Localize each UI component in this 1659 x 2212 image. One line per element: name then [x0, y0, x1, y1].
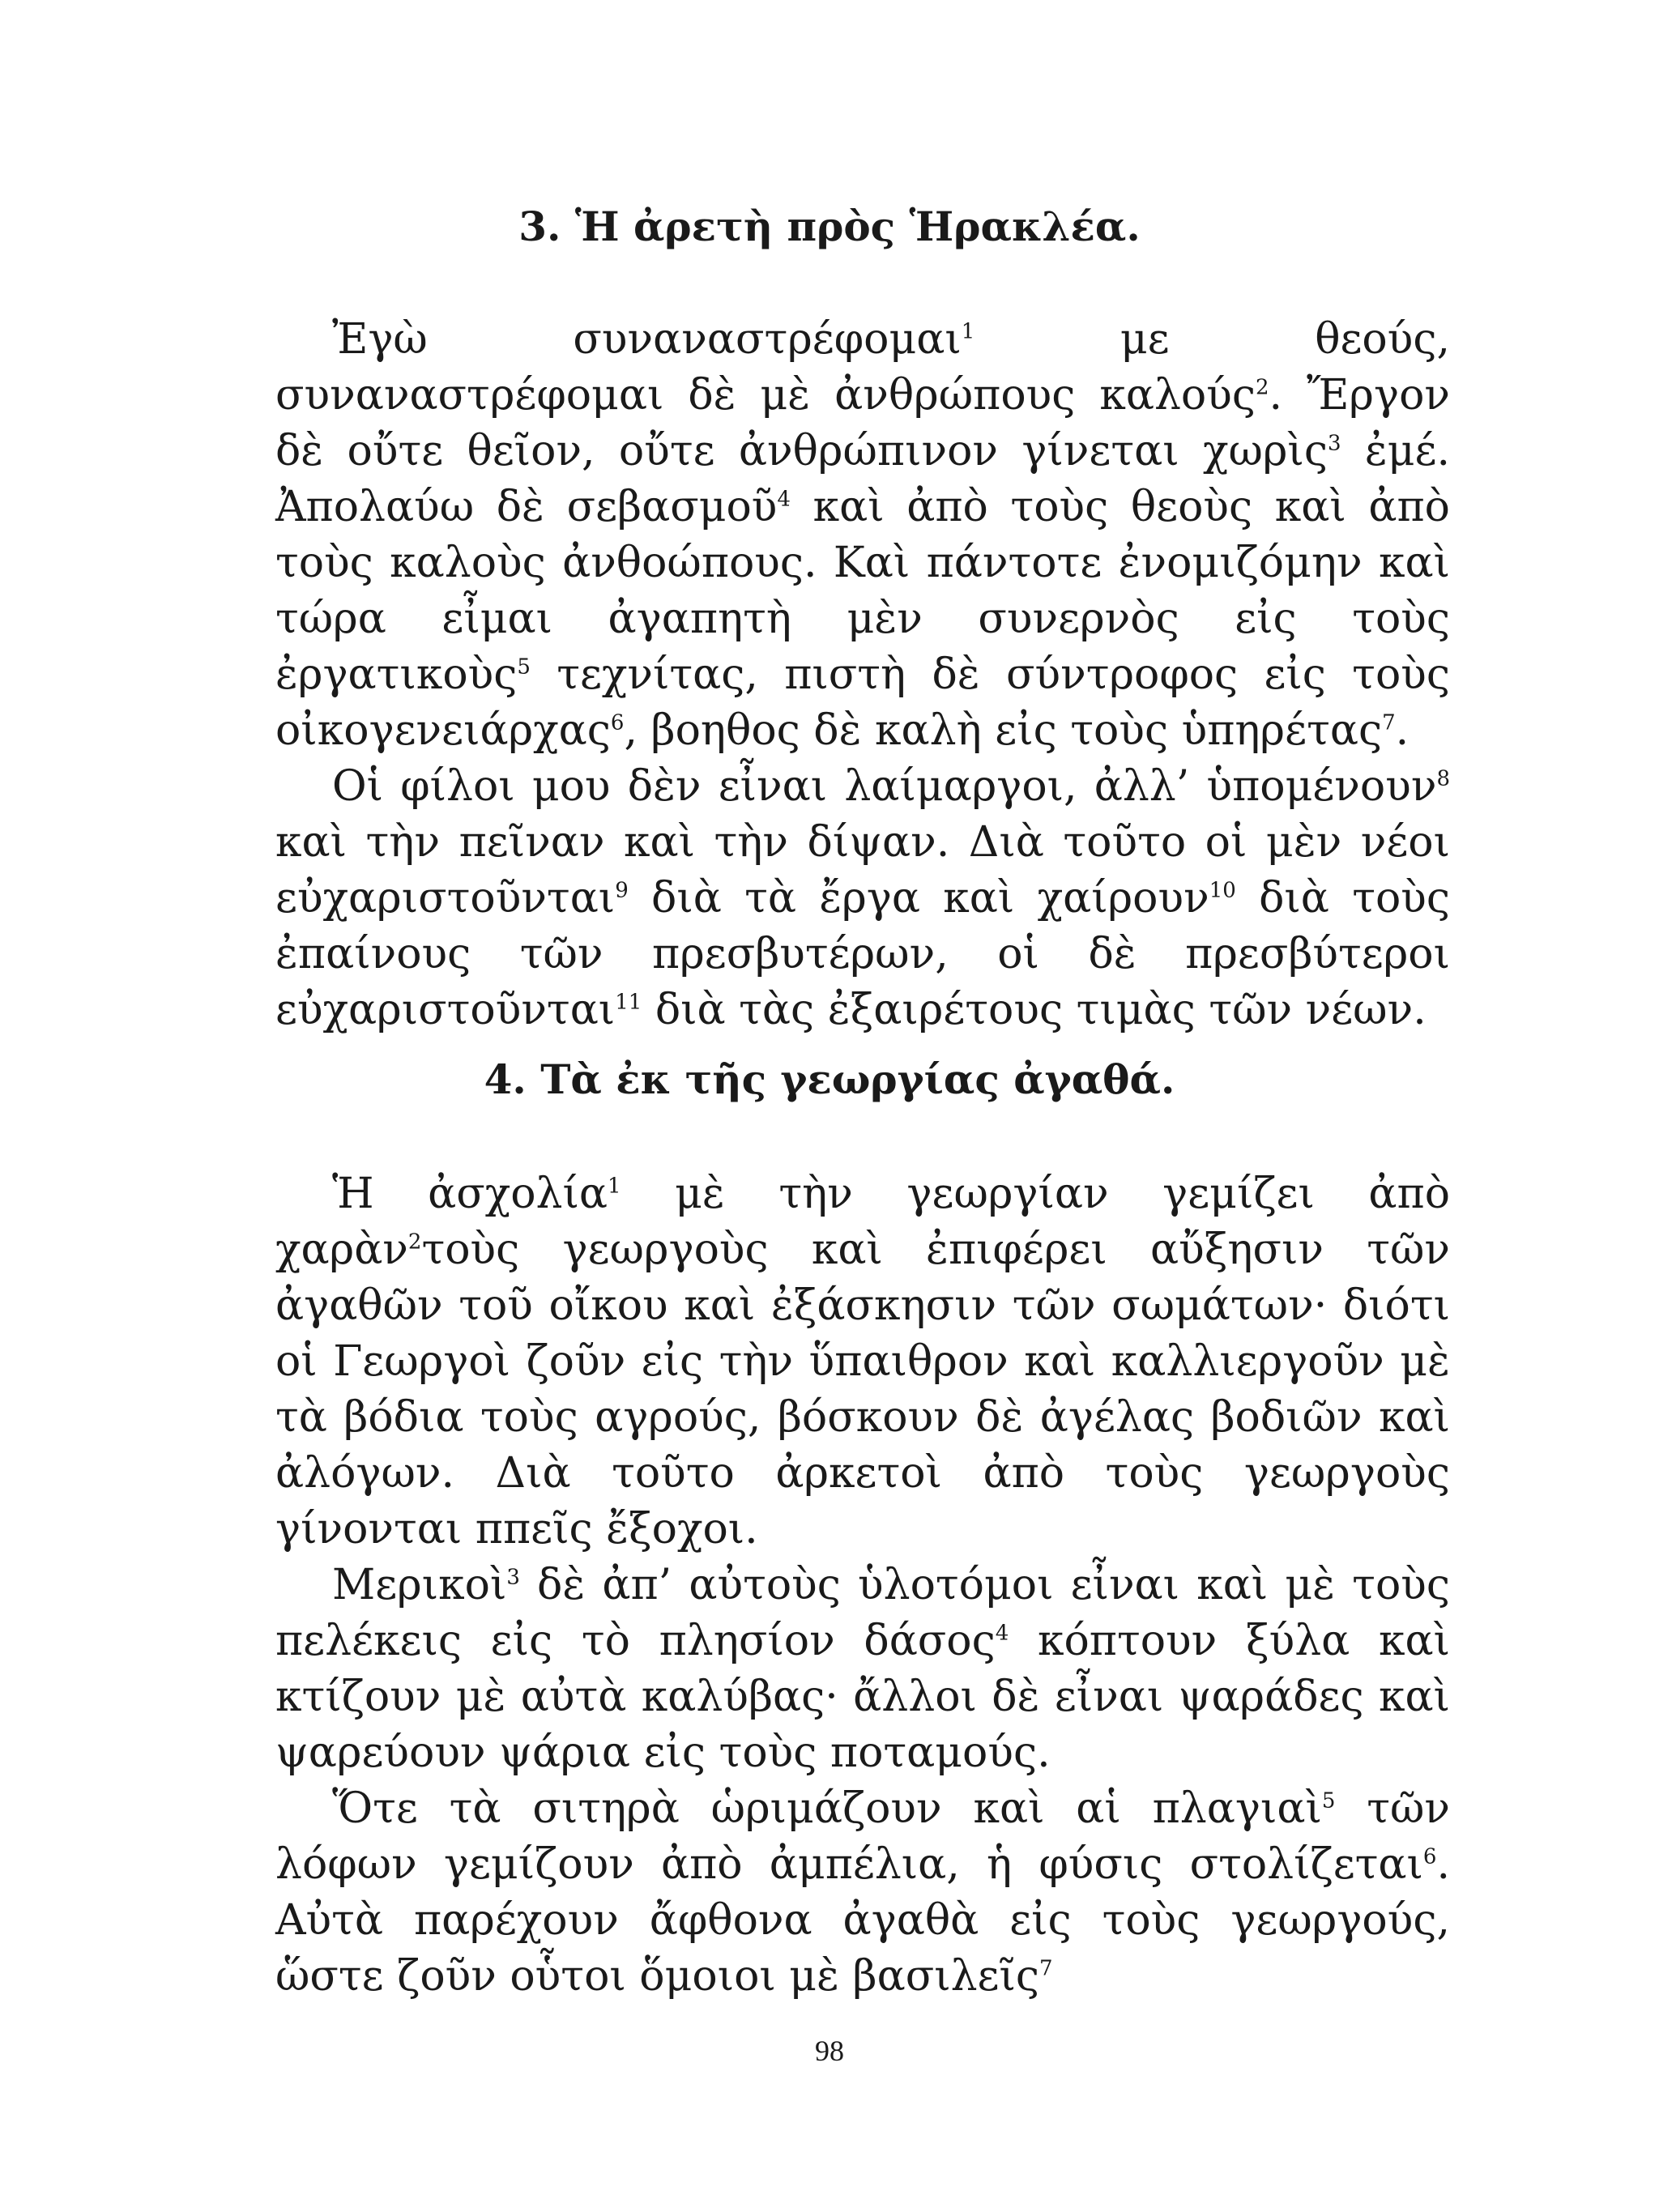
footnote-marker: 6 — [610, 710, 625, 735]
footnote-marker: 5 — [1321, 1788, 1336, 1813]
page-number: 98 — [815, 2035, 844, 2067]
paragraph: Ἡ ἀσχολία$^1$ μὲ τὴν γεωργίαν γεμίζει ἀπὸ χαρὰν$^2$τοὺς γεωργοὺς καὶ ἐπιφέρει αὔξησιν τῶν ἀγαθῶν τοῦ οἴκου καὶ ἐξάσκησιν τῶν σωμάτων· διότι οἱ Γεωργοὶ ζοῦν εἰς τὴν ὕπαιθρον καὶ καλλιεργοῦν μὲ τὰ βόδια τοὺς αγρούς, βόσκουν δὲ ἀγέλας βοδιῶν καὶ ἀλόγων. Διὰ τοῦτο ἀρκετοὶ ἀπὸ τοὺς γεωργοὺς γίνονται ππεῖς ἔξοχοι. — [275, 1170, 1451, 1554]
paragraph: Ὅτε τὰ σιτηρὰ ὡριμάζουν καὶ αἱ πλαγιαὶ$^5$ τῶν λόφων γεμίζουν ἀπὸ ἀμπέλια, ἡ φύσις στολίζεται$^6$. Αὐτὰ παρέχουν ἄφθονα ἀγαθὰ εἰς τοὺς γεωργούς, ὥστε ζοῦν οὗτοι ὅμοιοι μὲ βασιλεῖς$^7$ — [275, 1784, 1451, 2001]
footnote-marker: 1 — [961, 319, 975, 344]
footnote-marker: 4 — [777, 487, 791, 512]
section-4-body — [275, 1166, 1450, 2005]
footnote-marker: 3 — [506, 1565, 520, 1590]
footnote-marker: 5 — [517, 654, 531, 680]
footnote-marker: 4 — [995, 1621, 1009, 1646]
footnote-marker: 8 — [1436, 766, 1450, 791]
footnote-marker: 6 — [1422, 1844, 1437, 1869]
footnote-marker: 7 — [1382, 710, 1396, 735]
paragraph: Ἐγὼ συναναστρέφομαι$^1$ με θεούς, συναναστρέφομαι δὲ μὲ ἀνθρώπους καλούς$^2$. Ἔργον δὲ οὔτε θεῖον, οὔτε ἀνθρώπινον γίνεται χωρὶς$^3$ ἐμέ. Ἀπολαύω δὲ σεβασμοῦ$^4$ καὶ ἀπὸ τοὺς θεοὺς καὶ ἀπὸ τοὺς καλοὺς ἀνθοώπους. Καὶ πάντοτε ἐνομιζόμην καὶ τώρα εἶμαι ἀγαπητὴ μὲν συνερνὸς εἰς τοὺς ἐργατικοὺς$^5$ τεχνίτας, πιστὴ δὲ σύντροφος εἰς τοὺς οἰκογενειάρχας$^6$, βοηθος δὲ καλὴ εἰς τοὺς ὑπηρέτας$^7$. — [275, 315, 1451, 755]
footnote-marker: 2 — [407, 1230, 422, 1255]
section-4-title: 4. Τὰ ἐκ τῆς γεωργίας ἀγαθά. — [484, 1055, 1175, 1103]
footnote-marker: 7 — [1039, 1956, 1053, 1981]
footnote-marker: 3 — [1327, 431, 1341, 456]
footnote-marker: 9 — [615, 878, 629, 903]
footnote-marker: 1 — [608, 1174, 621, 1199]
section-3-title: 3. Ἡ ἀρετὴ πρὸς Ἡρακλέα. — [518, 202, 1141, 250]
paragraph: Μερικοὶ$^3$ δὲ ἀπ’ αὐτοὺς ὑλοτόμοι εἶναι καὶ μὲ τοὺς πελέκεις εἰς τὸ πλησίον δάσος$^4$ κόπτουν ξύλα καὶ κτίζουν μὲ αὐτὰ καλύβας· ἄλλοι δὲ εἶναι ψαράδες καὶ ψαρεύουν ψάρια εἰς τοὺς ποταμούς. — [275, 1561, 1450, 1777]
footnote-marker: 10 — [1209, 878, 1236, 903]
footnote-marker: 11 — [615, 990, 642, 1015]
section-3-body — [275, 312, 1450, 1038]
footnote-marker: 2 — [1255, 375, 1269, 400]
paragraph: Οἱ φίλοι μου δὲν εἶναι λαίμαργοι, ἀλλ’ ὑπομένουν$^8$ καὶ τὴν πεῖναν καὶ τὴν δίψαν. Διὰ τοῦτο οἱ μὲν νέοι εὐχαριστοῦνται$^9$ διὰ τὰ ἔργα καὶ χαίρουν$^{10}$ διὰ τοὺς ἐπαίνους τῶν πρεσβυτέρων, οἱ δὲ πρεσβύτεροι εὐχαριστοῦνται$^{11}$ διὰ τὰς ἐξαιρέτους τιμὰς τῶν νέων. — [275, 762, 1451, 1034]
